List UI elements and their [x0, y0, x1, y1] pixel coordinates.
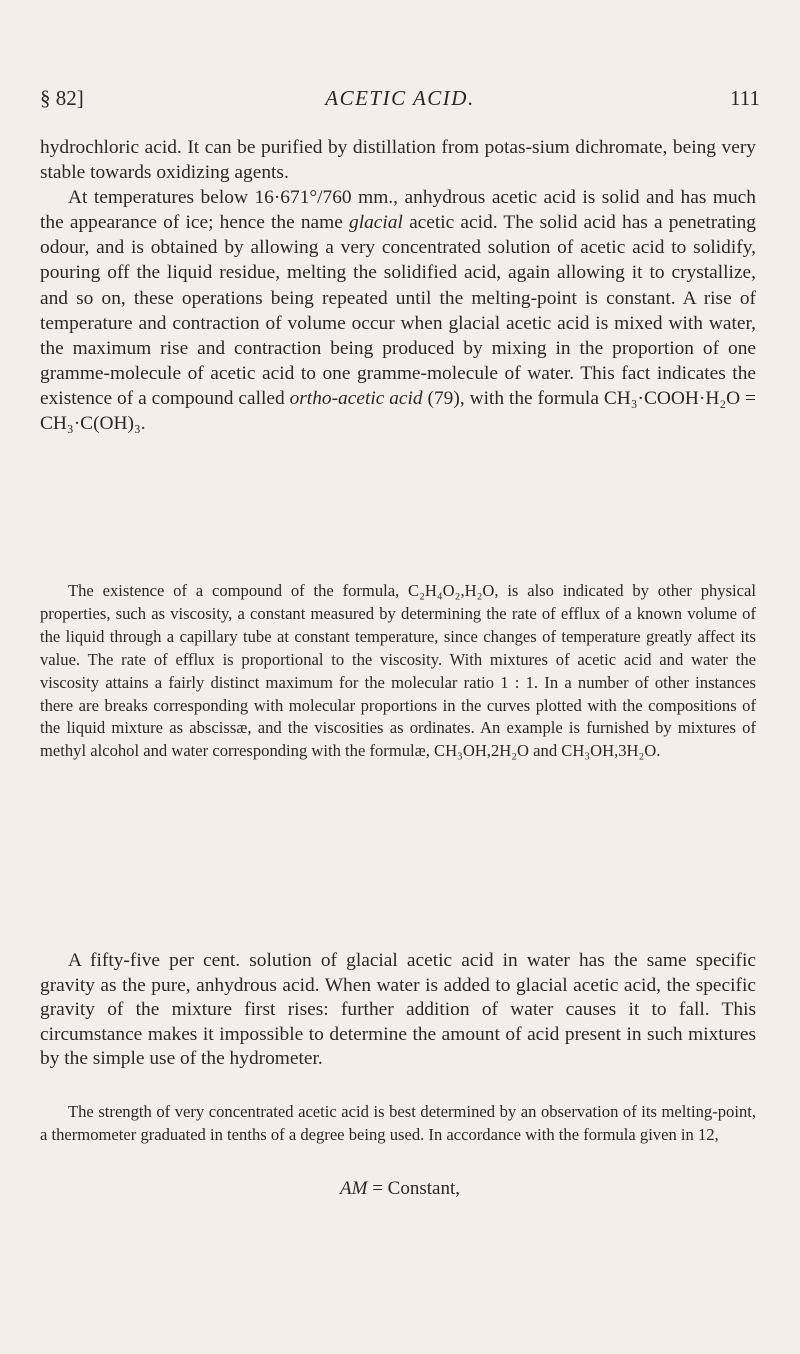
- page-number: 111: [730, 86, 760, 110]
- paragraph-specific-gravity: A fifty-five per cent. solution of glacial acetic acid in water has the same specific gravity as the pure, anhydrous acid. When water is added to glacial acetic acid, the specific gravity of the mixture first rises: further addition of water causes it to fall. This circumstance makes it impossible to determine the amount of acid present in such mixtures by the simple use of the hydrometer.: [40, 950, 756, 1070]
- sentence-purification: hydrochloric acid. It can be purified by distillation from potas-sium dichromate, being very stable towards oxidizing agents.: [40, 137, 756, 184]
- running-head: [40, 86, 760, 116]
- formula-rhs: = Constant,: [367, 1178, 460, 1199]
- sentence-temperature: At temperatures below 16·671°/760 mm., anhydrous acetic acid is solid and has much the appearance of ice; hence the name: [40, 187, 756, 234]
- sentence-solid-acid: acetic acid. The solid acid has a penetrating odour, and is obtained by allowing a very concentrated solution of acetic acid to solidify, pouring off the liquid residue, melting the solidified acid, again allowing it to crystallize, and so on, these operations being repeated until the melting-point is constant. A rise of temperature and contraction of volume occur when glacial acetic acid is mixed with water, the maximum rise and contraction being produced by mixing in the proportion of one gramme-molecule of acetic acid to one gramme-molecule of water. This fact indicates the existence of a compound called: [40, 212, 756, 409]
- chapter-title: ACETIC ACID.: [325, 86, 475, 110]
- paragraph-text: [40, 135, 756, 185]
- paragraph-melting-point: The strength of very concentrated acetic acid is best determined by an observation of its melting-point, a thermometer graduated in tenths of a degree being used. In accordance with the formula given in 12,: [40, 1102, 756, 1144]
- emphasis-ortho-acetic-acid: ortho-acetic acid: [289, 387, 423, 409]
- sentence-formula: (79), with the formula CH₃·COOH·H₂O = CH₃·C(OH)₃.: [40, 387, 756, 435]
- paragraph-viscosity: The existence of a compound of the formula, C₂H₄O₂,H₂O, is also indicated by other physical properties, such as viscosity, a constant measured by determining the rate of efflux of a known volume of the liquid through a capillary tube at constant temperature, since changes of temperature greatly affect its value. The rate of efflux is proportional to the viscosity. With mixtures of acetic acid and water the viscosity attains a fairly distinct maximum for the molecular ratio 1 : 1. In a number of other instances there are breaks corresponding with molecular proportions in the curves plotted with the compositions of the liquid mixture as abscissæ, and the viscosities as ordinates. An example is furnished by mixtures of methyl alcohol and water corresponding with the formulæ, CH₃OH,2H₂O and CH₃OH,3H₂O.: [40, 581, 756, 761]
- section-number: § 82]: [40, 86, 84, 110]
- emphasis-glacial: glacial: [349, 212, 403, 234]
- paragraph-text: [40, 185, 756, 436]
- formula-am-constant: [0, 1178, 800, 1200]
- paragraph-hydrochloric-glacial: [40, 135, 756, 436]
- formula-lhs: AM: [340, 1178, 368, 1199]
